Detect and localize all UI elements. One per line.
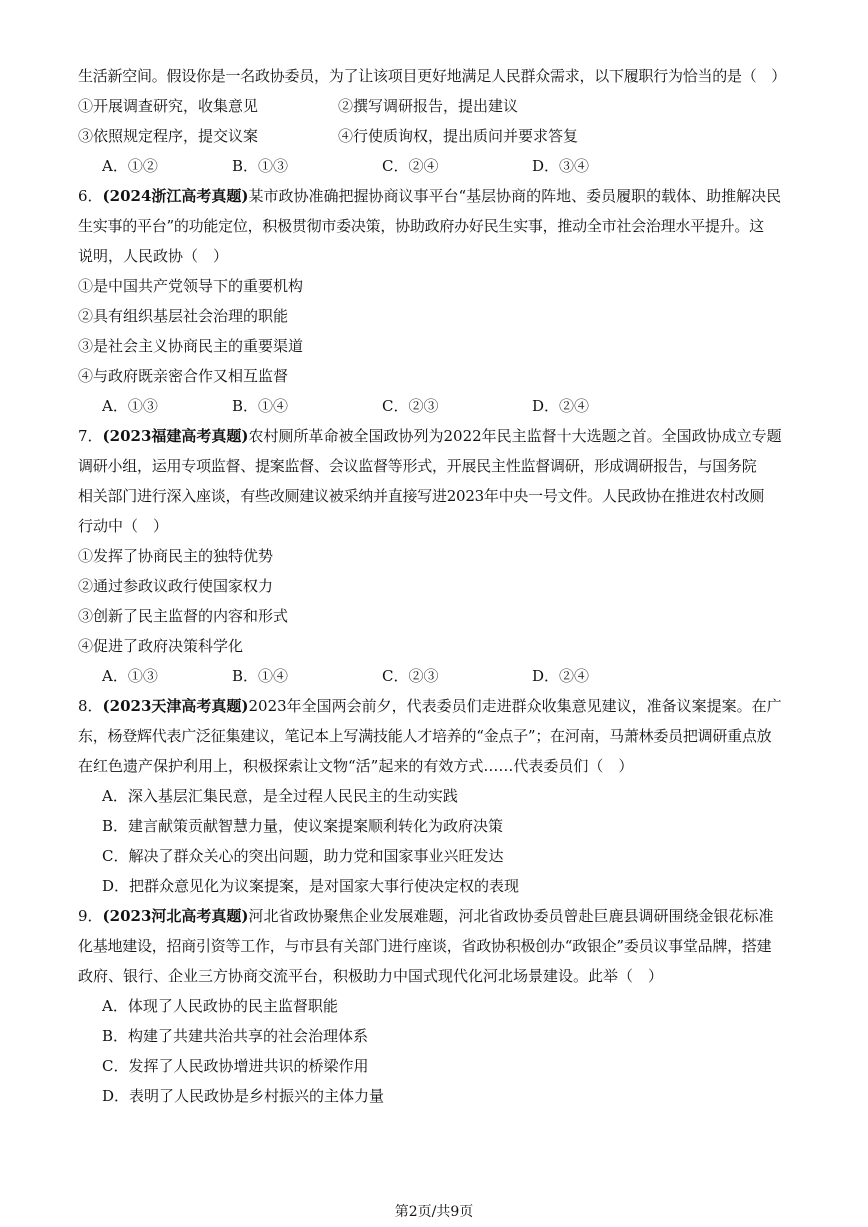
q9-number: 9． bbox=[78, 907, 103, 925]
q6-item-4: ④与政府既亲密合作又相互监督 bbox=[78, 367, 289, 385]
q6-item-3: ③是社会主义协商民主的重要渠道 bbox=[78, 337, 304, 355]
q7-answer-c: C．②③ bbox=[382, 667, 439, 685]
q6-stem-line bbox=[78, 186, 781, 206]
q8-source: (2023天津高考真题) bbox=[102, 697, 249, 715]
q7-stem-line: 调研小组，运用专项监督、提案监督、会议监督等形式，开展民主性监督调研，形成调研报告，与国务院 bbox=[78, 457, 757, 475]
q9-stem-text: 河北省政协聚焦企业发展难题，河北省政协委员曾赴巨鹿县调研围绕金银花标准 bbox=[248, 907, 774, 925]
q6-answer-c: C．②③ bbox=[382, 397, 439, 415]
q5-answer-a: A．①② bbox=[102, 157, 158, 175]
q7-stem-line: 行动中（ ） bbox=[78, 517, 169, 535]
q6-number: 6． bbox=[78, 187, 103, 205]
q6-source: (2024浙江高考真题) bbox=[102, 187, 249, 205]
q9-stem-line bbox=[78, 906, 774, 926]
q7-item-4: ④促进了政府决策科学化 bbox=[78, 637, 244, 655]
q5-stem-line: 生活新空间。假设你是一名政协委员，为了让该项目更好地满足人民群众需求，以下履职行为恰当的是（ ） bbox=[78, 67, 787, 85]
q9-option-b: B．构建了共建共治共享的社会治理体系 bbox=[102, 1027, 369, 1045]
q9-stem-line: 政府、银行、企业三方协商交流平台，积极助力中国式现代化河北场景建设。此举（ ） bbox=[78, 967, 664, 985]
q8-stem-line: 东，杨登辉代表广泛征集建议，笔记本上写满技能人才培养的“金点子”；在河南，马萧林委员把调研重点放 bbox=[78, 727, 772, 745]
q9-option-a: A．体现了人民政协的民主监督职能 bbox=[102, 997, 338, 1015]
q7-item-2: ②通过参政议政行使国家权力 bbox=[78, 577, 274, 595]
q7-answer-b: B．①④ bbox=[232, 667, 289, 685]
q7-item-1: ①发挥了协商民主的独特优势 bbox=[78, 547, 274, 565]
page-footer: 第2页/共9页 bbox=[394, 1204, 474, 1220]
q6-stem-text: 某市政协准确把握协商议事平台“基层协商的阵地、委员履职的载体、助推解决民 bbox=[248, 187, 782, 205]
q9-source: (2023河北高考真题) bbox=[102, 907, 249, 925]
q6-item-1: ①是中国共产党领导下的重要机构 bbox=[78, 277, 304, 295]
q5-answer-c: C．②④ bbox=[382, 157, 439, 175]
q7-source: (2023福建高考真题) bbox=[102, 427, 249, 445]
q7-stem-text: 农村厕所革命被全国政协列为2022年民主监督十大选题之首。全国政协成立专题 bbox=[248, 427, 782, 445]
q7-answer-a: A．①③ bbox=[102, 667, 158, 685]
q6-stem-line: 说明，人民政协（ ） bbox=[78, 247, 229, 265]
q8-stem-line bbox=[78, 696, 782, 716]
q6-answer-b: B．①④ bbox=[232, 397, 289, 415]
q5-item-2: ②撰写调研报告，提出建议 bbox=[338, 97, 519, 115]
q8-stem-line: 在红色遗产保护利用上，积极探索让文物“活”起来的有效方式……代表委员们（ ） bbox=[78, 757, 634, 775]
q6-answer-a: A．①③ bbox=[102, 397, 158, 415]
q7-stem-line: 相关部门进行深入座谈，有些改厕建议被采纳并直接写进2023年中央一号文件。人民政协在推进农村改厕 bbox=[78, 487, 765, 505]
q7-stem-line bbox=[78, 426, 782, 446]
q5-item-4: ④行使质询权，提出质问并要求答复 bbox=[338, 127, 579, 145]
q5-answer-d: D．③④ bbox=[532, 157, 590, 175]
q6-item-2: ②具有组织基层社会治理的职能 bbox=[78, 307, 289, 325]
q8-option-c: C．解决了群众关心的突出问题，助力党和国家事业兴旺发达 bbox=[102, 847, 504, 865]
q8-option-b: B．建言献策贡献智慧力量，使议案提案顺利转化为政府决策 bbox=[102, 817, 504, 835]
q7-item-3: ③创新了民主监督的内容和形式 bbox=[78, 607, 289, 625]
q5-item-3: ③依照规定程序，提交议案 bbox=[78, 127, 259, 145]
q6-answer-d: D．②④ bbox=[532, 397, 590, 415]
q9-stem-line: 化基地建设，招商引资等工作，与市县有关部门进行座谈，省政协积极创办“政银企”委员议事堂品牌，搭建 bbox=[78, 937, 772, 955]
q8-stem-text: 2023年全国两会前夕，代表委员们走进群众收集意见建议，准备议案提案。在广 bbox=[248, 697, 782, 715]
q9-option-c: C．发挥了人民政协增进共识的桥梁作用 bbox=[102, 1057, 369, 1075]
q6-stem-line: 生实事的平台”的功能定位，积极贯彻市委决策，协助政府办好民生实事，推动全市社会治理水平提升。这 bbox=[78, 217, 764, 235]
q8-option-a: A．深入基层汇集民意，是全过程人民民主的生动实践 bbox=[102, 787, 458, 805]
q5-item-1: ①开展调查研究，收集意见 bbox=[78, 97, 259, 115]
q7-number: 7． bbox=[78, 427, 103, 445]
q8-option-d: D．把群众意见化为议案提案，是对国家大事行使决定权的表现 bbox=[102, 877, 520, 895]
q5-answer-b: B．①③ bbox=[232, 157, 289, 175]
q9-option-d: D．表明了人民政协是乡村振兴的主体力量 bbox=[102, 1087, 385, 1105]
q8-number: 8． bbox=[78, 697, 103, 715]
q7-answer-d: D．②④ bbox=[532, 667, 590, 685]
